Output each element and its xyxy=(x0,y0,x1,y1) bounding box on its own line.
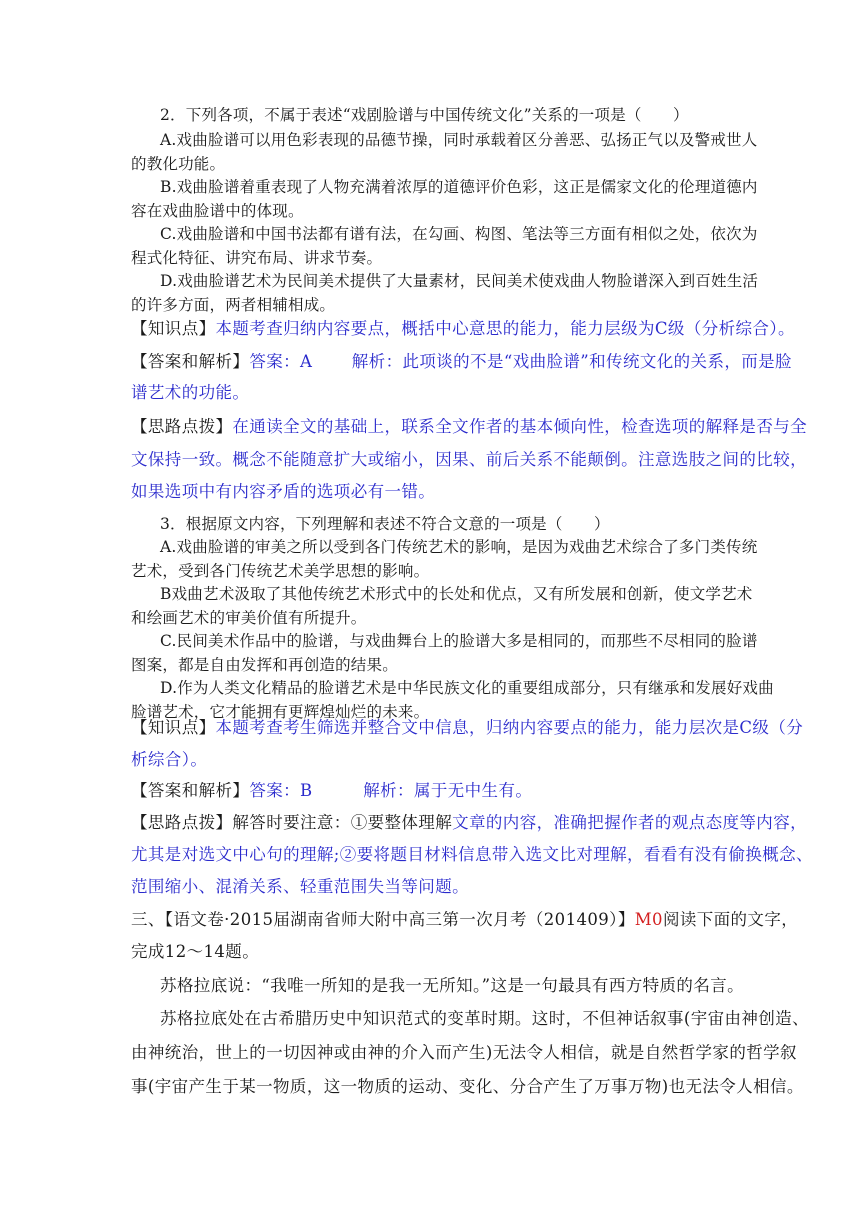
section3-source: 三、【语文卷·2015届湖南省师大附中高三第一次月考（201409）】 xyxy=(131,910,635,929)
q2-tip-line2: 文保持一致。概念不能随意扩大或缩小，因果、前后关系不能颠倒。注意选肢之间的比较， xyxy=(131,450,807,469)
tip-text-a: 解答时要注意：①要整体理解 xyxy=(232,813,453,832)
q2-option-a-line1: A.戏曲脸谱可以用色彩表现的品德节操，同时承载着区分善恶、弘扬正气以及警戒世人 xyxy=(160,131,758,149)
q3-option-d-line1: D.作为人类文化精品的脸谱艺术是中华民族文化的重要组成部分，只有继承和发展好戏曲 xyxy=(160,679,774,697)
q3-tip-line3: 范围缩小、混淆关系、轻重范围失当等问题。 xyxy=(131,877,469,896)
passage-paragraph-2-line3: 事(宇宙产生于某一物质，这一物质的运动、变化、分合产生了万事万物)也无法令人相信。 xyxy=(131,1077,804,1096)
q3-option-b-line2: 和绘画艺术的审美价值有所提升。 xyxy=(131,609,367,627)
tip-text-a: 在通读全文的基础上，联系 xyxy=(232,417,436,436)
q2-option-c-line2: 程式化特征、讲究布局、讲求节奏。 xyxy=(131,249,383,267)
q2-tip xyxy=(131,416,807,438)
q2-option-b-line1: B.戏曲脸谱着重表现了人物充满着浓厚的道德评价色彩，这正是儒家文化的伦理道德内 xyxy=(160,178,758,196)
q3-option-c-line1: C.民间美术作品中的脸谱，与戏曲舞台上的脸谱大多是相同的，而那些不尽相同的脸谱 xyxy=(160,632,758,650)
answer-text: 答案：B 解析：属于无中生有。 xyxy=(249,781,533,800)
q2-option-d-line2: 的许多方面，两者相辅相成。 xyxy=(131,296,336,314)
q3-option-c-line2: 图案，都是自由发挥和再创造的结果。 xyxy=(131,656,398,674)
section3-instruction-line2: 完成12～14题。 xyxy=(131,942,260,961)
q3-option-a-line2: 艺术，受到各门传统艺术美学思想的影响。 xyxy=(131,562,430,580)
q3-tip xyxy=(131,812,807,834)
q3-option-b-line1: B戏曲艺术汲取了其他传统艺术形式中的长处和优点，又有所发展和创新，使文学艺术 xyxy=(160,585,753,603)
q2-option-c-line1: C.戏曲脸谱和中国书法都有谱有法，在勾画、构图、笔法等三方面有相似之处，依次为 xyxy=(160,225,758,243)
q3-knowledge-point xyxy=(131,717,803,739)
q2-option-d-line1: D.戏曲脸谱艺术为民间美术提供了大量素材，民间美术使戏曲人物脸谱深入到百姓生活 xyxy=(160,272,759,290)
answer-tag: 【答案和解析】 xyxy=(131,352,250,371)
q2-option-b-line2: 容在戏曲脸谱中的体现。 xyxy=(131,202,304,220)
q3-stem: 3．根据原文内容，下列理解和表述不符合文意的一项是（ ） xyxy=(160,515,610,533)
answer-tag: 【答案和解析】 xyxy=(131,781,250,800)
q3-answer xyxy=(131,780,532,802)
q2-tip-line3: 如果选项中有内容矛盾的选项必有一错。 xyxy=(131,482,436,501)
tip-text-b: 全文作者的基本倾向性，检查选项的解释是否与全 xyxy=(435,417,808,436)
tip-text-b: 文章的内容，准确把握作者的观点态度等内容， xyxy=(452,813,808,832)
section3-instruction: 阅读下面的文字， xyxy=(662,910,799,929)
q2-answer-line2: 谱艺术的功能。 xyxy=(131,383,250,402)
q3-option-a-line1: A.戏曲脸谱的审美之所以受到各门传统艺术的影响，是因为戏曲艺术综合了多门类传统 xyxy=(160,538,758,556)
q2-knowledge-point xyxy=(131,318,795,340)
section3-mo-code: M0 xyxy=(634,910,663,929)
section3-heading xyxy=(131,909,798,931)
q3-option-d-line2: 脸谱艺术，它才能拥有更辉煌灿烂的未来。 xyxy=(131,703,430,721)
passage-paragraph-1: 苏格拉底说：“我唯一所知的是我一无所知。”这是一句最具有西方特质的名言。 xyxy=(160,976,745,995)
passage-paragraph-2-line1: 苏格拉底处在古希腊历史中知识范式的变革时期。这时，不但神话叙事(宇宙由神创造、 xyxy=(160,1009,810,1028)
q2-option-a-line2: 的教化功能。 xyxy=(131,155,226,173)
q2-stem: 2．下列各项，不属于表述“戏剧脸谱与中国传统文化”关系的一项是（ ） xyxy=(160,106,689,124)
tip-tag: 【思路点拨】 xyxy=(131,813,233,832)
answer-text: 答案：A 解析：此项谈的不是“戏曲脸谱”和传统文化的关系，而是脸 xyxy=(249,352,792,371)
knowledge-point-tag: 【知识点】 xyxy=(131,718,216,737)
knowledge-point-text: 本题考查考生筛选并整合文中信息，归纳内容要点的能力，能力层次是C级（分 xyxy=(215,718,804,737)
knowledge-point-text: 本题考查归纳内容要点，概括中心意思的能力，能力层级为C级（分析综合）。 xyxy=(215,319,795,338)
q2-answer xyxy=(131,351,792,373)
knowledge-point-tag: 【知识点】 xyxy=(131,319,216,338)
q3-tip-line2: 尤其是对选文中心句的理解;②要将题目材料信息带入选文比对理解，看看有没有偷换概念、 xyxy=(131,845,813,864)
tip-tag: 【思路点拨】 xyxy=(131,417,233,436)
passage-paragraph-2-line2: 由神统治，世上的一切因神或由神的介入而产生)无法令人相信，就是自然哲学家的哲学叙 xyxy=(131,1043,797,1062)
q3-knowledge-point-line2: 析综合）。 xyxy=(131,750,208,769)
